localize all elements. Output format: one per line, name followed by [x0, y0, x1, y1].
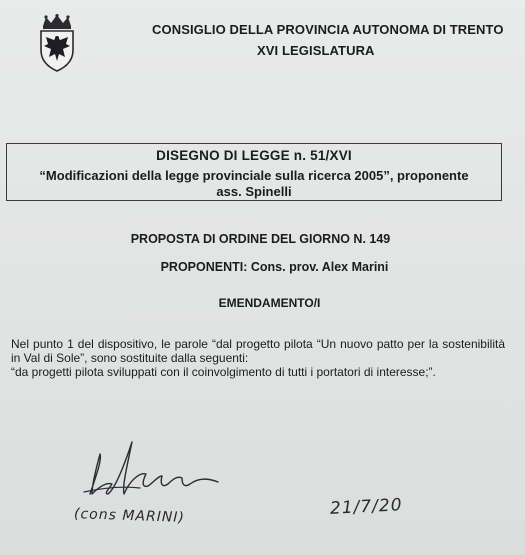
coat-of-arms-icon	[37, 14, 77, 72]
replacement-text: “da progetti pilota sviluppati con il coinvolgimento di tutti i portatori di interesse;”.	[11, 365, 436, 379]
amendment-paragraph: Nel punto 1 del dispositivo, le parole “dal progetto pilota “Un nuovo patto per la sostenibilità in Val di Sole”, sono sostituite dalla seguenti:	[11, 337, 505, 365]
bill-title: “Modificazioni della legge provinciale sulla ricerca 2005”, proponente ass. Spinelli	[39, 168, 469, 199]
legislature-label: XVI LEGISLATURA	[257, 43, 375, 58]
handwritten-signature	[62, 432, 262, 542]
signature-caption: (cons MARINI)	[73, 506, 186, 526]
amendment-heading: EMENDAMENTO/I	[218, 296, 321, 310]
council-name: CONSIGLIO DELLA PROVINCIA AUTONOMA DI TRENTO	[152, 22, 504, 37]
bill-number: DISEGNO DI LEGGE n. 51/XVI	[156, 148, 352, 163]
amendment-body	[11, 337, 505, 379]
bill-title-box	[6, 143, 502, 201]
handwritten-date: 21/7/20	[329, 495, 404, 519]
proposal-heading: PROPOSTA DI ORDINE DEL GIORNO N. 149	[130, 232, 391, 246]
proponents-line: PROPONENTI: Cons. prov. Alex Marini	[160, 260, 389, 274]
